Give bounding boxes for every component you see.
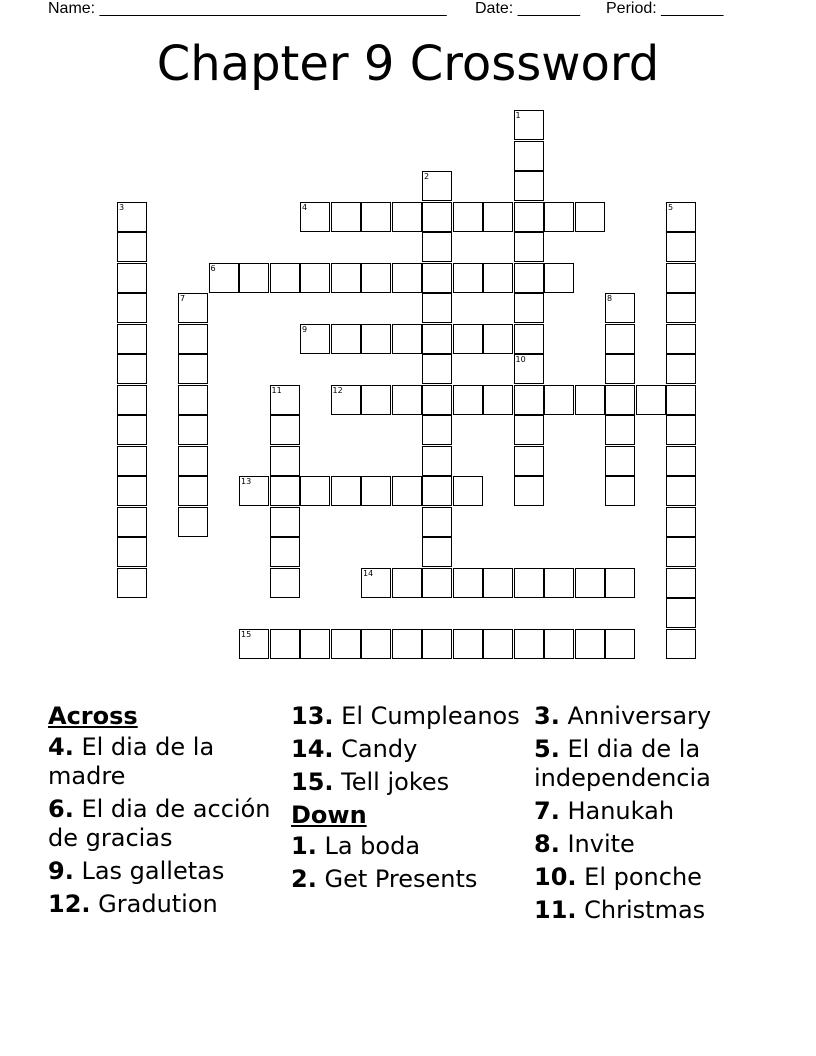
grid-cell[interactable] — [483, 568, 513, 598]
grid-cell[interactable] — [453, 385, 483, 415]
clue-number: 13 — [241, 477, 252, 486]
grid-cell[interactable] — [514, 171, 544, 201]
clue-number-label: 5. — [534, 735, 560, 763]
grid-cell[interactable] — [178, 476, 208, 506]
grid-cell[interactable] — [422, 324, 452, 354]
clue-text: La boda — [324, 832, 421, 860]
clue-number: 7 — [180, 294, 186, 303]
grid-cell[interactable] — [666, 568, 696, 598]
clue-item — [48, 857, 278, 886]
clue-number: 5 — [668, 202, 674, 212]
grid-cell[interactable] — [178, 507, 208, 537]
clue-number-label: 13. — [291, 702, 334, 730]
grid-cell[interactable] — [117, 293, 147, 323]
grid-cell[interactable] — [422, 293, 452, 323]
grid-cell[interactable] — [422, 537, 452, 567]
down-heading: Down — [291, 801, 367, 829]
clue-item — [291, 865, 521, 894]
grid-cell[interactable] — [605, 446, 635, 476]
clue-text: El Cumpleanos — [341, 702, 520, 730]
grid-cell[interactable] — [361, 263, 391, 293]
clue-text: Anniversary — [567, 702, 712, 730]
grid-cell[interactable] — [483, 202, 513, 232]
grid-cell[interactable] — [514, 324, 544, 354]
grid-cell[interactable] — [483, 324, 513, 354]
clue-item — [291, 702, 521, 731]
clue-text: Christmas — [584, 896, 706, 924]
clue-number-label: 15. — [291, 768, 334, 796]
grid-cell[interactable] — [270, 568, 300, 598]
grid-cell[interactable] — [300, 629, 330, 659]
grid-cell[interactable] — [666, 354, 696, 384]
grid-cell[interactable] — [422, 568, 452, 598]
grid-cell[interactable] — [666, 385, 696, 415]
grid-cell[interactable] — [453, 476, 483, 506]
grid-cell[interactable] — [178, 324, 208, 354]
grid-cell[interactable] — [392, 568, 422, 598]
grid-cell[interactable] — [392, 476, 422, 506]
clue-text: Invite — [567, 830, 635, 858]
grid-cell[interactable] — [178, 385, 208, 415]
grid-cell[interactable] — [514, 415, 544, 445]
clue-number-label: 14. — [291, 735, 334, 763]
grid-cell[interactable] — [514, 446, 544, 476]
grid-cell[interactable] — [270, 446, 300, 476]
grid-cell[interactable] — [453, 263, 483, 293]
clue-text: Get Presents — [324, 865, 478, 893]
grid-cell[interactable] — [666, 324, 696, 354]
clue-item — [48, 890, 278, 919]
clue-number: 15 — [241, 629, 252, 639]
grid-cell[interactable] — [544, 629, 574, 659]
clue-item — [534, 735, 774, 793]
clue-text: Las galletas — [81, 857, 225, 885]
clue-number-label: 3. — [534, 702, 560, 730]
grid-cell[interactable] — [361, 202, 391, 232]
date-field[interactable]: Date: _______ — [475, 0, 580, 17]
clue-text: Hanukah — [567, 797, 675, 825]
grid-cell[interactable] — [544, 568, 574, 598]
grid-cell[interactable] — [422, 354, 452, 384]
grid-cell[interactable] — [361, 385, 391, 415]
grid-cell[interactable] — [300, 263, 330, 293]
grid-cell[interactable] — [666, 415, 696, 445]
grid-cell[interactable] — [331, 476, 361, 506]
clue-number-label: 11. — [534, 896, 577, 924]
grid-cell[interactable] — [422, 202, 452, 232]
clue-item — [534, 702, 774, 731]
grid-cell[interactable] — [422, 446, 452, 476]
grid-cell[interactable] — [392, 263, 422, 293]
grid-cell[interactable] — [514, 385, 544, 415]
grid-cell[interactable] — [666, 293, 696, 323]
grid-cell[interactable] — [544, 385, 574, 415]
grid-cell[interactable] — [270, 476, 300, 506]
grid-cell[interactable] — [361, 629, 391, 659]
grid-cell[interactable] — [270, 263, 300, 293]
grid-cell[interactable] — [666, 537, 696, 567]
clue-number: 8 — [607, 294, 613, 303]
grid-cell[interactable] — [514, 568, 544, 598]
grid-cell[interactable] — [605, 385, 635, 415]
grid-cell[interactable] — [117, 354, 147, 384]
clue-number: 10 — [515, 355, 526, 364]
clue-item — [291, 735, 521, 764]
clue-number: 14 — [363, 568, 374, 578]
grid-cell[interactable] — [483, 385, 513, 415]
clue-number-label: 8. — [534, 830, 560, 858]
grid-cell[interactable] — [605, 415, 635, 445]
clue-text: El dia de la madre — [48, 733, 215, 790]
grid-cell[interactable] — [514, 293, 544, 323]
clue-number: 3 — [119, 202, 125, 212]
grid-cell[interactable] — [300, 476, 330, 506]
clue-text: El dia de la independencia — [534, 735, 711, 792]
clue-item — [534, 797, 774, 826]
clue-text: Tell jokes — [341, 768, 450, 796]
grid-cell[interactable] — [605, 568, 635, 598]
clue-number: 6 — [210, 263, 216, 273]
clue-item — [291, 768, 521, 797]
grid-cell[interactable] — [514, 629, 544, 659]
grid-cell[interactable] — [483, 629, 513, 659]
grid-cell[interactable] — [575, 629, 605, 659]
grid-cell[interactable] — [544, 202, 574, 232]
grid-cell[interactable] — [666, 476, 696, 506]
grid-cell[interactable] — [575, 385, 605, 415]
grid-cell[interactable] — [636, 385, 666, 415]
grid-cell[interactable] — [514, 202, 544, 232]
grid-cell[interactable] — [666, 263, 696, 293]
clue-number: 4 — [302, 202, 308, 212]
grid-cell[interactable] — [270, 537, 300, 567]
name-field[interactable]: Name: _______________________________________ — [48, 0, 447, 17]
grid-cell[interactable] — [331, 202, 361, 232]
grid-cell[interactable] — [178, 354, 208, 384]
grid-cell[interactable] — [392, 385, 422, 415]
grid-cell[interactable] — [514, 476, 544, 506]
grid-cell[interactable] — [666, 598, 696, 628]
grid-cell[interactable] — [270, 415, 300, 445]
grid-cell[interactable] — [666, 507, 696, 537]
clue-number: 1 — [515, 111, 521, 120]
clue-number-label: 7. — [534, 797, 560, 825]
clue-number-label: 6. — [48, 795, 74, 823]
grid-cell[interactable] — [117, 263, 147, 293]
grid-cell[interactable] — [666, 446, 696, 476]
clue-item — [291, 832, 521, 861]
clue-number: 11 — [271, 385, 282, 395]
grid-cell[interactable] — [239, 263, 269, 293]
grid-cell[interactable] — [331, 629, 361, 659]
grid-cell[interactable] — [422, 415, 452, 445]
grid-cell[interactable] — [392, 202, 422, 232]
clue-number: 9 — [302, 324, 308, 334]
clue-number-label: 1. — [291, 832, 317, 860]
period-field[interactable]: Period: _______ — [606, 0, 724, 17]
grid-cell[interactable] — [331, 263, 361, 293]
grid-cell[interactable] — [117, 476, 147, 506]
grid-cell[interactable] — [361, 476, 391, 506]
grid-cell[interactable] — [422, 263, 452, 293]
grid-cell[interactable] — [514, 232, 544, 262]
clue-number: 2 — [424, 172, 430, 181]
grid-cell[interactable] — [361, 324, 391, 354]
grid-cell[interactable] — [392, 629, 422, 659]
grid-cell[interactable] — [453, 202, 483, 232]
grid-cell[interactable] — [117, 385, 147, 415]
clue-number-label: 12. — [48, 890, 91, 918]
grid-cell[interactable] — [666, 629, 696, 659]
grid-cell[interactable] — [453, 324, 483, 354]
grid-cell[interactable] — [605, 476, 635, 506]
clue-number-label: 9. — [48, 857, 74, 885]
clues-column-1 — [48, 702, 278, 923]
across-heading: Across — [48, 702, 138, 730]
grid-cell[interactable] — [392, 324, 422, 354]
clue-item — [48, 795, 278, 853]
grid-cell[interactable] — [270, 629, 300, 659]
grid-cell[interactable] — [117, 568, 147, 598]
grid-cell[interactable] — [605, 324, 635, 354]
clue-text: Gradution — [98, 890, 218, 918]
grid-cell[interactable] — [178, 415, 208, 445]
grid-cell[interactable] — [422, 385, 452, 415]
grid-cell[interactable] — [422, 232, 452, 262]
grid-cell[interactable] — [514, 263, 544, 293]
grid-cell[interactable] — [453, 568, 483, 598]
grid-cell[interactable] — [514, 141, 544, 171]
grid-cell[interactable] — [422, 629, 452, 659]
grid-cell[interactable] — [605, 354, 635, 384]
grid-cell[interactable] — [117, 232, 147, 262]
clue-item — [534, 863, 774, 892]
grid-cell[interactable] — [270, 507, 300, 537]
clue-item — [534, 896, 774, 925]
clue-number-label: 10. — [534, 863, 577, 891]
clues-column-3 — [534, 702, 774, 929]
grid-cell[interactable] — [117, 537, 147, 567]
clue-number: 12 — [332, 385, 343, 395]
grid-cell[interactable] — [544, 263, 574, 293]
clues-column-2 — [291, 702, 521, 898]
grid-cell[interactable] — [178, 446, 208, 476]
grid-cell[interactable] — [422, 507, 452, 537]
grid-cell[interactable] — [575, 568, 605, 598]
clue-text: El dia de acción de gracias — [48, 795, 271, 852]
grid-cell[interactable] — [575, 202, 605, 232]
clue-number-label: 4. — [48, 733, 74, 761]
grid-cell[interactable] — [117, 507, 147, 537]
page-title: Chapter 9 Crossword — [156, 36, 660, 92]
grid-cell[interactable] — [117, 324, 147, 354]
grid-cell[interactable] — [331, 324, 361, 354]
clue-item — [48, 733, 278, 791]
grid-cell[interactable] — [483, 263, 513, 293]
clue-number-label: 2. — [291, 865, 317, 893]
clue-text: Candy — [341, 735, 418, 763]
grid-cell[interactable] — [666, 232, 696, 262]
clue-text: El ponche — [584, 863, 702, 891]
grid-cell[interactable] — [422, 476, 452, 506]
grid-cell[interactable] — [117, 415, 147, 445]
grid-cell[interactable] — [453, 629, 483, 659]
grid-cell[interactable] — [117, 446, 147, 476]
clue-item — [534, 830, 774, 859]
grid-cell[interactable] — [605, 629, 635, 659]
